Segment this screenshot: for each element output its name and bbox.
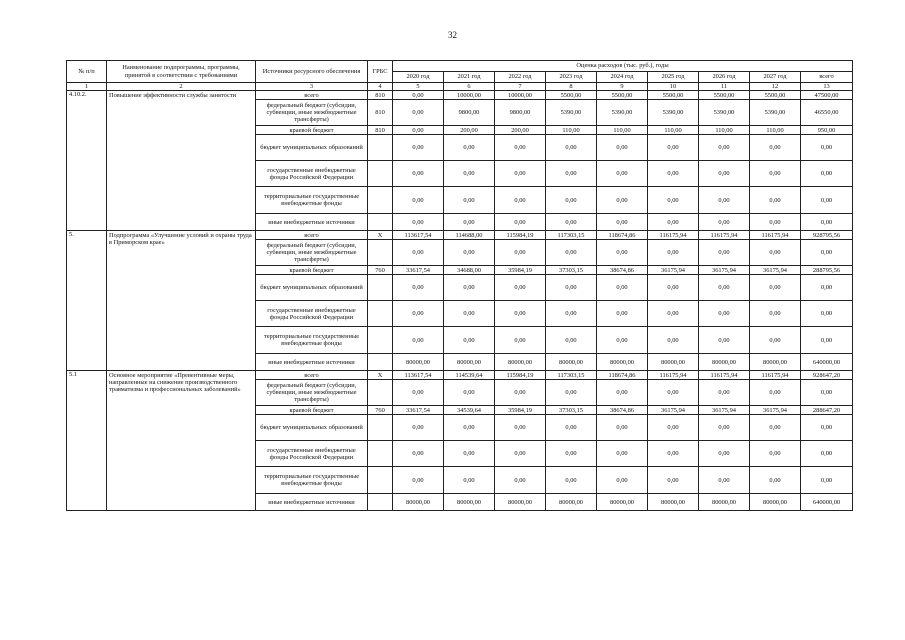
grbs-code [368, 240, 393, 266]
amount-cell: 288647,20 [801, 406, 853, 415]
amount-cell: 0,00 [444, 161, 495, 187]
amount-cell: 118674,86 [597, 231, 648, 240]
funding-source: всего [256, 371, 368, 380]
grbs-code: 810 [368, 100, 393, 126]
amount-cell: 117303,15 [546, 371, 597, 380]
amount-cell: 36175,94 [699, 406, 750, 415]
amount-cell: 0,00 [546, 301, 597, 327]
amount-cell: 0,00 [648, 415, 699, 441]
amount-cell: 0,00 [393, 91, 444, 100]
amount-cell: 0,00 [750, 214, 801, 231]
grbs-code [368, 467, 393, 494]
amount-cell: 80000,00 [546, 354, 597, 371]
amount-cell: 928647,20 [801, 371, 853, 380]
amount-cell: 0,00 [495, 415, 546, 441]
amount-cell: 5390,00 [648, 100, 699, 126]
grbs-code [368, 275, 393, 301]
amount-cell: 640000,00 [801, 494, 853, 511]
amount-cell: 0,00 [801, 327, 853, 354]
amount-cell: 0,00 [444, 135, 495, 161]
amount-cell: 0,00 [495, 441, 546, 467]
amount-cell: 80000,00 [597, 494, 648, 511]
item-name: Основное мероприятие «Превентивные меры, направленные на снижение производственного травматизма и профессиональных заболеваний» [107, 371, 256, 511]
amount-cell: 0,00 [648, 467, 699, 494]
amount-cell: 0,00 [750, 135, 801, 161]
grbs-code [368, 327, 393, 354]
column-number: 3 [256, 83, 368, 91]
table-row [67, 91, 853, 100]
amount-cell: 0,00 [444, 187, 495, 214]
funding-source: государственные внебюджетные фонды Российской Федерации [256, 441, 368, 467]
header-year: 2022 год [495, 72, 546, 83]
amount-cell: 5500,00 [750, 91, 801, 100]
amount-cell: 80000,00 [597, 354, 648, 371]
amount-cell: 116175,94 [648, 231, 699, 240]
amount-cell: 80000,00 [444, 494, 495, 511]
amount-cell: 0,00 [750, 415, 801, 441]
grbs-code [368, 415, 393, 441]
amount-cell: 0,00 [597, 327, 648, 354]
amount-cell: 113617,54 [393, 371, 444, 380]
amount-cell: 0,00 [546, 240, 597, 266]
amount-cell: 80000,00 [648, 494, 699, 511]
column-number: 10 [648, 83, 699, 91]
amount-cell: 116175,94 [750, 231, 801, 240]
amount-cell: 0,00 [648, 441, 699, 467]
amount-cell: 80000,00 [393, 354, 444, 371]
amount-cell: 0,00 [393, 240, 444, 266]
amount-cell: 116175,94 [699, 371, 750, 380]
grbs-code [368, 494, 393, 511]
header-name: Наименование подпрограммы, программы, принятой в соответствии с требованиями [107, 61, 256, 83]
amount-cell: 0,00 [648, 275, 699, 301]
funding-source: государственные внебюджетные фонды Российской Федерации [256, 301, 368, 327]
amount-cell: 0,00 [801, 275, 853, 301]
amount-cell: 80000,00 [546, 494, 597, 511]
amount-cell: 110,00 [546, 126, 597, 135]
amount-cell: 80000,00 [750, 494, 801, 511]
column-number: 9 [597, 83, 648, 91]
amount-cell: 5500,00 [648, 91, 699, 100]
amount-cell: 37303,15 [546, 266, 597, 275]
header-year: 2023 год [546, 72, 597, 83]
amount-cell: 0,00 [546, 415, 597, 441]
amount-cell: 0,00 [750, 240, 801, 266]
header-year: 2020 год [393, 72, 444, 83]
funding-source: бюджет муниципальных образований [256, 415, 368, 441]
funding-source: краевой бюджет [256, 126, 368, 135]
header-year: 2024 год [597, 72, 648, 83]
amount-cell: 0,00 [393, 301, 444, 327]
amount-cell: 200,00 [444, 126, 495, 135]
amount-cell: 0,00 [597, 135, 648, 161]
amount-cell: 0,00 [699, 415, 750, 441]
amount-cell: 0,00 [444, 380, 495, 406]
amount-cell: 0,00 [699, 301, 750, 327]
amount-cell: 36175,94 [648, 406, 699, 415]
amount-cell: 5390,00 [546, 100, 597, 126]
amount-cell: 0,00 [444, 415, 495, 441]
budget-table [66, 60, 853, 511]
amount-cell: 0,00 [597, 275, 648, 301]
amount-cell: 0,00 [648, 380, 699, 406]
grbs-code [368, 301, 393, 327]
table-row [67, 371, 853, 380]
funding-source: краевой бюджет [256, 266, 368, 275]
grbs-code [368, 441, 393, 467]
amount-cell: 0,00 [495, 240, 546, 266]
amount-cell: 10000,00 [444, 91, 495, 100]
funding-source: федеральный бюджет (субсидии, субвенции, иные межбюджетные трансферты) [256, 380, 368, 406]
amount-cell: 0,00 [801, 380, 853, 406]
amount-cell: 80000,00 [495, 494, 546, 511]
table-row [67, 231, 853, 240]
column-number: 2 [107, 83, 256, 91]
amount-cell: 0,00 [495, 467, 546, 494]
amount-cell: 0,00 [750, 301, 801, 327]
amount-cell: 35984,19 [495, 266, 546, 275]
funding-source: иные внебюджетные источники [256, 354, 368, 371]
amount-cell: 0,00 [699, 187, 750, 214]
amount-cell: 0,00 [801, 415, 853, 441]
amount-cell: 118674,86 [597, 371, 648, 380]
amount-cell: 0,00 [546, 214, 597, 231]
funding-source: бюджет муниципальных образований [256, 275, 368, 301]
amount-cell: 0,00 [393, 380, 444, 406]
amount-cell: 117303,15 [546, 231, 597, 240]
amount-cell: 0,00 [699, 467, 750, 494]
amount-cell: 80000,00 [750, 354, 801, 371]
funding-source: территориальные государственные внебюджетные фонды [256, 467, 368, 494]
amount-cell: 0,00 [801, 135, 853, 161]
header-year: 2025 год [648, 72, 699, 83]
funding-source: федеральный бюджет (субсидии, субвенции, иные межбюджетные трансферты) [256, 100, 368, 126]
amount-cell: 0,00 [750, 161, 801, 187]
header-year: всего [801, 72, 853, 83]
column-number: 8 [546, 83, 597, 91]
amount-cell: 36175,94 [648, 266, 699, 275]
amount-cell: 37303,15 [546, 406, 597, 415]
amount-cell: 0,00 [648, 214, 699, 231]
grbs-code: 810 [368, 126, 393, 135]
amount-cell: 110,00 [597, 126, 648, 135]
amount-cell: 0,00 [546, 380, 597, 406]
amount-cell: 34688,00 [444, 266, 495, 275]
item-name: Подпрограмма «Улучшение условий и охраны труда в Приморском крае» [107, 231, 256, 371]
amount-cell: 34539,64 [444, 406, 495, 415]
amount-cell: 0,00 [801, 214, 853, 231]
amount-cell: 113617,54 [393, 231, 444, 240]
amount-cell: 0,00 [648, 240, 699, 266]
amount-cell: 0,00 [444, 275, 495, 301]
funding-source: территориальные государственные внебюджетные фонды [256, 327, 368, 354]
page-number: 32 [448, 30, 457, 40]
amount-cell: 0,00 [597, 187, 648, 214]
amount-cell: 110,00 [648, 126, 699, 135]
amount-cell: 0,00 [444, 214, 495, 231]
amount-cell: 0,00 [546, 327, 597, 354]
grbs-code [368, 354, 393, 371]
amount-cell: 5500,00 [699, 91, 750, 100]
amount-cell: 0,00 [801, 441, 853, 467]
amount-cell: 0,00 [495, 380, 546, 406]
amount-cell: 5500,00 [546, 91, 597, 100]
amount-cell: 0,00 [801, 301, 853, 327]
item-number: 5.1 [67, 371, 107, 511]
amount-cell: 80000,00 [699, 494, 750, 511]
amount-cell: 115984,19 [495, 371, 546, 380]
funding-source: всего [256, 91, 368, 100]
grbs-code [368, 161, 393, 187]
column-number: 1 [67, 83, 107, 91]
amount-cell: 0,00 [597, 380, 648, 406]
amount-cell: 36175,94 [699, 266, 750, 275]
amount-cell: 0,00 [495, 301, 546, 327]
amount-cell: 0,00 [495, 135, 546, 161]
grbs-code: 760 [368, 266, 393, 275]
amount-cell: 38674,86 [597, 406, 648, 415]
amount-cell: 36175,94 [750, 406, 801, 415]
amount-cell: 47500,00 [801, 91, 853, 100]
amount-cell: 80000,00 [393, 494, 444, 511]
amount-cell: 0,00 [699, 240, 750, 266]
column-number: 7 [495, 83, 546, 91]
amount-cell: 9800,00 [495, 100, 546, 126]
amount-cell: 0,00 [699, 214, 750, 231]
amount-cell: 5390,00 [750, 100, 801, 126]
amount-cell: 115984,19 [495, 231, 546, 240]
amount-cell: 0,00 [393, 161, 444, 187]
amount-cell: 0,00 [393, 415, 444, 441]
amount-cell: 80000,00 [444, 354, 495, 371]
funding-source: иные внебюджетные источники [256, 214, 368, 231]
amount-cell: 5390,00 [597, 100, 648, 126]
header-source: Источники ресурсного обеспечения [256, 61, 368, 83]
amount-cell: 0,00 [495, 187, 546, 214]
amount-cell: 0,00 [546, 161, 597, 187]
amount-cell: 0,00 [393, 275, 444, 301]
amount-cell: 114539,64 [444, 371, 495, 380]
amount-cell: 0,00 [444, 467, 495, 494]
funding-source: федеральный бюджет (субсидии, субвенции, иные межбюджетные трансферты) [256, 240, 368, 266]
funding-source: иные внебюджетные источники [256, 494, 368, 511]
item-number: 5. [67, 231, 107, 371]
amount-cell: 5390,00 [699, 100, 750, 126]
amount-cell: 0,00 [750, 275, 801, 301]
amount-cell: 80000,00 [648, 354, 699, 371]
column-number: 5 [393, 83, 444, 91]
amount-cell: 116175,94 [699, 231, 750, 240]
amount-cell: 0,00 [597, 161, 648, 187]
amount-cell: 33617,54 [393, 406, 444, 415]
amount-cell: 0,00 [393, 126, 444, 135]
column-number: 11 [699, 83, 750, 91]
amount-cell: 0,00 [648, 161, 699, 187]
table-header [67, 61, 853, 91]
grbs-code [368, 380, 393, 406]
amount-cell: 36175,94 [750, 266, 801, 275]
amount-cell: 0,00 [648, 135, 699, 161]
amount-cell: 35984,19 [495, 406, 546, 415]
amount-cell: 0,00 [393, 327, 444, 354]
amount-cell: 116175,94 [648, 371, 699, 380]
header-year: 2026 год [699, 72, 750, 83]
amount-cell: 0,00 [444, 240, 495, 266]
amount-cell: 0,00 [546, 275, 597, 301]
header-estimate: Оценка расходов (тыс. руб.), годы [393, 61, 853, 72]
amount-cell: 0,00 [495, 275, 546, 301]
amount-cell: 0,00 [546, 187, 597, 214]
amount-cell: 5500,00 [597, 91, 648, 100]
amount-cell: 116175,94 [750, 371, 801, 380]
amount-cell: 0,00 [393, 187, 444, 214]
amount-cell: 0,00 [393, 100, 444, 126]
column-number: 6 [444, 83, 495, 91]
amount-cell: 0,00 [495, 214, 546, 231]
amount-cell: 0,00 [750, 441, 801, 467]
amount-cell: 0,00 [444, 301, 495, 327]
grbs-code [368, 187, 393, 214]
amount-cell: 0,00 [750, 380, 801, 406]
funding-source: бюджет муниципальных образований [256, 135, 368, 161]
amount-cell: 928795,56 [801, 231, 853, 240]
grbs-code [368, 214, 393, 231]
column-number: 4 [368, 83, 393, 91]
amount-cell: 0,00 [648, 187, 699, 214]
grbs-code: 760 [368, 406, 393, 415]
grbs-code: X [368, 231, 393, 240]
amount-cell: 0,00 [801, 467, 853, 494]
amount-cell: 0,00 [597, 214, 648, 231]
amount-cell: 0,00 [546, 467, 597, 494]
amount-cell: 0,00 [699, 327, 750, 354]
grbs-code: X [368, 371, 393, 380]
amount-cell: 0,00 [699, 441, 750, 467]
amount-cell: 0,00 [750, 467, 801, 494]
grbs-code: 810 [368, 91, 393, 100]
amount-cell: 0,00 [393, 214, 444, 231]
amount-cell: 0,00 [495, 161, 546, 187]
amount-cell: 0,00 [699, 161, 750, 187]
funding-source: государственные внебюджетные фонды Российской Федерации [256, 161, 368, 187]
amount-cell: 0,00 [393, 135, 444, 161]
amount-cell: 9800,00 [444, 100, 495, 126]
funding-source: краевой бюджет [256, 406, 368, 415]
amount-cell: 110,00 [750, 126, 801, 135]
header-year: 2021 год [444, 72, 495, 83]
amount-cell: 200,00 [495, 126, 546, 135]
amount-cell: 0,00 [597, 467, 648, 494]
amount-cell: 0,00 [699, 275, 750, 301]
column-number: 12 [750, 83, 801, 91]
amount-cell: 288795,56 [801, 266, 853, 275]
amount-cell: 0,00 [495, 327, 546, 354]
amount-cell: 0,00 [546, 441, 597, 467]
amount-cell: 0,00 [648, 301, 699, 327]
amount-cell: 38674,86 [597, 266, 648, 275]
amount-cell: 0,00 [801, 187, 853, 214]
amount-cell: 0,00 [444, 441, 495, 467]
amount-cell: 0,00 [393, 441, 444, 467]
amount-cell: 0,00 [801, 161, 853, 187]
amount-cell: 114688,00 [444, 231, 495, 240]
header-year: 2027 год [750, 72, 801, 83]
amount-cell: 0,00 [597, 415, 648, 441]
amount-cell: 0,00 [597, 240, 648, 266]
amount-cell: 0,00 [597, 441, 648, 467]
grbs-code [368, 135, 393, 161]
column-number: 13 [801, 83, 853, 91]
amount-cell: 10000,00 [495, 91, 546, 100]
amount-cell: 0,00 [597, 301, 648, 327]
item-name: Повышение эффективности службы занятости [107, 91, 256, 231]
amount-cell: 0,00 [444, 327, 495, 354]
amount-cell: 0,00 [699, 135, 750, 161]
amount-cell: 46550,00 [801, 100, 853, 126]
funding-source: всего [256, 231, 368, 240]
amount-cell: 80000,00 [699, 354, 750, 371]
amount-cell: 80000,00 [495, 354, 546, 371]
amount-cell: 0,00 [699, 380, 750, 406]
amount-cell: 110,00 [699, 126, 750, 135]
funding-source: территориальные государственные внебюджетные фонды [256, 187, 368, 214]
header-grbs: ГРБС [368, 61, 393, 83]
amount-cell: 0,00 [801, 240, 853, 266]
amount-cell: 0,00 [750, 327, 801, 354]
amount-cell: 0,00 [546, 135, 597, 161]
amount-cell: 640000,00 [801, 354, 853, 371]
amount-cell: 0,00 [648, 327, 699, 354]
amount-cell: 0,00 [750, 187, 801, 214]
amount-cell: 33617,54 [393, 266, 444, 275]
amount-cell: 0,00 [393, 467, 444, 494]
amount-cell: 950,00 [801, 126, 853, 135]
item-number: 4.10.2. [67, 91, 107, 231]
header-no: № п/п [67, 61, 107, 83]
